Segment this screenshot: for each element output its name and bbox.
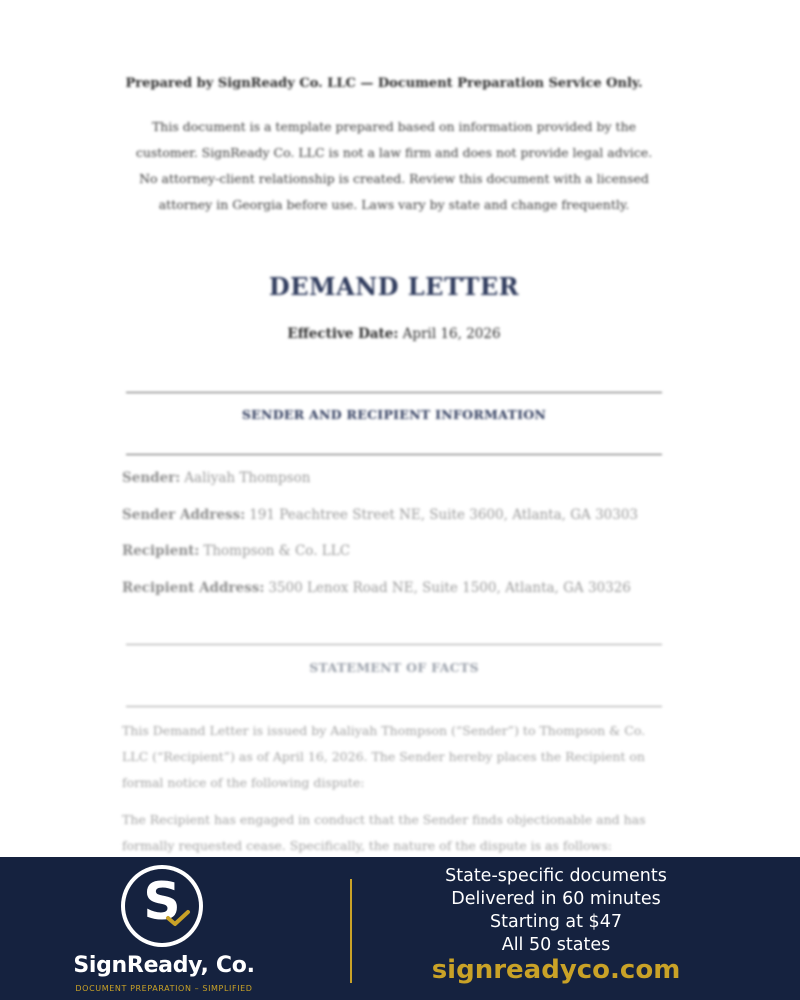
promo-line: Delivered in 60 minutes xyxy=(451,889,661,909)
divider-line xyxy=(126,392,662,393)
field-recipient xyxy=(122,543,350,559)
promo-line: All 50 states xyxy=(501,935,611,955)
divider-line xyxy=(126,454,662,455)
promo-banner xyxy=(0,857,800,1000)
promo-line: State-specific documents xyxy=(445,866,667,886)
signready-logo xyxy=(121,865,203,947)
field-label: Recipient Address: xyxy=(122,580,265,596)
field-label: Sender: xyxy=(122,470,181,486)
field-value: 191 Peachtree Street NE, Suite 3600, Atlanta, GA 30303 xyxy=(249,507,639,523)
website-link[interactable]: signreadyco.com xyxy=(431,955,681,985)
promo-list xyxy=(406,865,706,957)
disclaimer-text: This document is a template prepared based on information provided by the customer. SignReady Co. LLC is not a law firm and does not provide legal advice. No attorney-client relationship is created. Review this document with a licensed attorney in Georgia before use. Laws vary by state and change frequently. xyxy=(135,119,653,212)
field-sender-address xyxy=(122,507,638,523)
facts-paragraph-2: The Recipient has engaged in conduct that the Sender finds objectionable and has formally requested cease. Specifically, the nature of the dispute is as follows: xyxy=(122,812,646,853)
facts-paragraph-1: This Demand Letter is issued by Aaliyah Thompson (“Sender”) to Thompson & Co. LLC (“Recipient”) as of April 16, 2026. The Sender hereby places the Recipient on formal notice of the following dispute: xyxy=(122,723,646,790)
prepared-by-line: Prepared by SignReady Co. LLC — Document Preparation Service Only. xyxy=(125,76,643,91)
field-value: Thompson & Co. LLC xyxy=(203,543,351,559)
effective-date-label: Effective Date: xyxy=(287,326,399,342)
field-label: Recipient: xyxy=(122,543,200,559)
effective-date xyxy=(0,326,788,342)
section-heading-parties: SENDER AND RECIPIENT INFORMATION xyxy=(241,407,547,422)
field-recipient-address xyxy=(122,580,631,596)
logo-letter: S xyxy=(143,872,181,932)
banner-divider xyxy=(350,879,352,983)
field-value: Aaliyah Thompson xyxy=(184,470,311,486)
effective-date-value: April 16, 2026 xyxy=(402,326,501,342)
brand-name: SignReady, Co. xyxy=(73,953,255,978)
field-sender xyxy=(122,470,310,486)
divider-line xyxy=(126,644,662,645)
field-value: 3500 Lenox Road NE, Suite 1500, Atlanta, GA 30326 xyxy=(268,580,631,596)
promo-line: Starting at $47 xyxy=(490,912,622,932)
logo-badge xyxy=(125,869,199,943)
divider-line xyxy=(126,706,662,707)
brand-tagline: DOCUMENT PREPARATION – SIMPLIFIED xyxy=(75,984,253,993)
checkmark-icon xyxy=(165,909,191,927)
field-label: Sender Address: xyxy=(122,507,246,523)
section-heading-facts: STATEMENT OF FACTS xyxy=(309,660,479,675)
document-title: DEMAND LETTER xyxy=(268,272,520,301)
